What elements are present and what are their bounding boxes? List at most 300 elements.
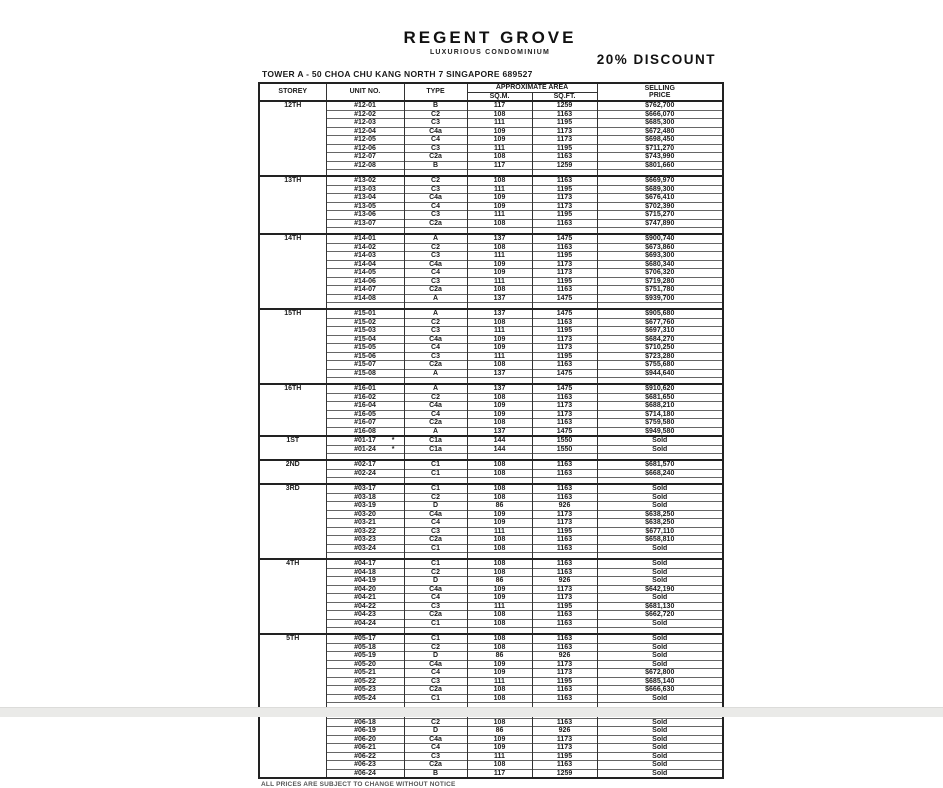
col-header-price: PRICE (649, 92, 671, 99)
sqm-cell: 109 (467, 194, 532, 203)
price-cell: $702,390 (597, 202, 723, 211)
sqm-cell: 108 (467, 634, 532, 643)
table-row (259, 384, 723, 393)
unit-cell: #05-20 (326, 660, 404, 669)
unit-cell: #15-01 (326, 309, 404, 318)
type-cell: C1 (404, 619, 467, 628)
type-cell: C4 (404, 669, 467, 678)
price-cell: Sold (597, 744, 723, 753)
unit-cell: #15-06 (326, 352, 404, 361)
sqm-cell: 108 (467, 318, 532, 327)
sqm-cell: 137 (467, 369, 532, 378)
price-cell: Sold (597, 694, 723, 703)
unit-cell: #03-17 (326, 484, 404, 493)
price-cell: $751,780 (597, 286, 723, 295)
unit-cell: #05-19 (326, 652, 404, 661)
table-row (259, 744, 723, 753)
tower-address: TOWER A - 50 CHOA CHU KANG NORTH 7 SINGAPORE 689527 (262, 69, 533, 79)
price-cell: Sold (597, 652, 723, 661)
sqm-cell: 111 (467, 211, 532, 220)
table-row (259, 344, 723, 353)
sqm-cell: 108 (467, 694, 532, 703)
unit-cell: #14-03 (326, 252, 404, 261)
unit-cell: #15-08 (326, 369, 404, 378)
sqft-cell: 1163 (532, 286, 597, 295)
sqft-cell: 1475 (532, 234, 597, 243)
price-cell: Sold (597, 445, 723, 454)
unit-cell: #04-21 (326, 594, 404, 603)
type-cell: C4 (404, 410, 467, 419)
sqm-cell: 108 (467, 469, 532, 478)
type-cell: A (404, 309, 467, 318)
sqm-cell: 117 (467, 769, 532, 778)
type-cell: B (404, 161, 467, 170)
sqft-cell: 1173 (532, 669, 597, 678)
table-row (259, 309, 723, 318)
table-row (259, 410, 723, 419)
sqm-cell: 108 (467, 153, 532, 162)
price-cell: $743,990 (597, 153, 723, 162)
sqm-cell: 137 (467, 309, 532, 318)
unit-cell (326, 436, 404, 445)
type-cell: C2 (404, 568, 467, 577)
sqm-cell: 137 (467, 234, 532, 243)
price-cell: Sold (597, 727, 723, 736)
unit-cell: #06-18 (326, 718, 404, 727)
sqft-cell: 1475 (532, 309, 597, 318)
table-row (259, 559, 723, 568)
sqft-cell: 1173 (532, 402, 597, 411)
asterisk-mark: * (391, 437, 395, 444)
price-cell: $762,700 (597, 101, 723, 110)
sqft-cell: 1173 (532, 202, 597, 211)
unit-cell: #13-04 (326, 194, 404, 203)
unit-cell: #03-23 (326, 536, 404, 545)
type-cell: B (404, 101, 467, 110)
type-cell: C1 (404, 460, 467, 469)
unit-cell: #02-17 (326, 460, 404, 469)
sqm-cell: 117 (467, 161, 532, 170)
price-cell: $677,760 (597, 318, 723, 327)
price-cell: $944,640 (597, 369, 723, 378)
type-cell: C2a (404, 686, 467, 695)
sqm-cell: 144 (467, 445, 532, 454)
sqm-cell: 108 (467, 176, 532, 185)
unit-cell: #05-18 (326, 643, 404, 652)
price-cell: $689,300 (597, 185, 723, 194)
sqm-cell: 109 (467, 519, 532, 528)
type-cell: C3 (404, 752, 467, 761)
unit-cell: #06-24 (326, 769, 404, 778)
sqft-cell: 1173 (532, 344, 597, 353)
price-cell: $714,180 (597, 410, 723, 419)
sqm-cell: 108 (467, 110, 532, 119)
type-cell: C4 (404, 136, 467, 145)
table-row (259, 493, 723, 502)
type-cell: D (404, 727, 467, 736)
type-cell: C4 (404, 594, 467, 603)
table-row (259, 752, 723, 761)
type-cell: A (404, 384, 467, 393)
unit-cell: #05-22 (326, 677, 404, 686)
price-cell: $638,250 (597, 519, 723, 528)
sqm-cell: 111 (467, 185, 532, 194)
price-cell: Sold (597, 634, 723, 643)
sqm-cell: 144 (467, 436, 532, 445)
sqm-cell: 86 (467, 577, 532, 586)
unit-cell (326, 445, 404, 454)
sqm-cell: 109 (467, 660, 532, 669)
sqft-cell: 1163 (532, 568, 597, 577)
sqft-cell: 1163 (532, 153, 597, 162)
table-row (259, 327, 723, 336)
sqm-cell: 111 (467, 752, 532, 761)
storey-cell (259, 709, 326, 778)
sqm-cell: 109 (467, 269, 532, 278)
sqm-cell: 109 (467, 585, 532, 594)
sqm-cell: 108 (467, 718, 532, 727)
scan-edge-strip (0, 707, 943, 717)
price-cell: $669,970 (597, 176, 723, 185)
table-row (259, 161, 723, 170)
table-row (259, 619, 723, 628)
table-row (259, 484, 723, 493)
table-row (259, 611, 723, 620)
sqm-cell: 111 (467, 677, 532, 686)
type-cell: C3 (404, 185, 467, 194)
sqm-cell: 117 (467, 101, 532, 110)
type-cell: C1 (404, 484, 467, 493)
type-cell: C4a (404, 127, 467, 136)
sqft-cell: 926 (532, 577, 597, 586)
price-cell: $900,740 (597, 234, 723, 243)
type-cell: C2a (404, 361, 467, 370)
storey-cell: 2ND (259, 460, 326, 484)
table-row (259, 119, 723, 128)
table-row (259, 234, 723, 243)
type-cell: C3 (404, 144, 467, 153)
sqft-cell: 1195 (532, 527, 597, 536)
table-row (259, 652, 723, 661)
storey-cell: 13TH (259, 176, 326, 234)
price-cell: $697,310 (597, 327, 723, 336)
unit-cell: #13-05 (326, 202, 404, 211)
table-row (259, 536, 723, 545)
price-cell: $666,630 (597, 686, 723, 695)
price-cell: Sold (597, 544, 723, 553)
sqft-cell: 1163 (532, 176, 597, 185)
sqft-cell: 1173 (532, 735, 597, 744)
type-cell: D (404, 577, 467, 586)
sqft-cell: 1163 (532, 718, 597, 727)
col-header-sqm: SQ.M. (467, 92, 532, 101)
sqft-cell: 1163 (532, 761, 597, 770)
sqft-cell: 1195 (532, 211, 597, 220)
table-row (259, 277, 723, 286)
type-cell: D (404, 502, 467, 511)
type-cell: C4 (404, 269, 467, 278)
sqft-cell: 926 (532, 652, 597, 661)
unit-cell: #04-18 (326, 568, 404, 577)
storey-cell: 4TH (259, 559, 326, 634)
type-cell: C1a (404, 445, 467, 454)
table-row (259, 243, 723, 252)
type-cell: C2 (404, 110, 467, 119)
sqft-cell: 1163 (532, 611, 597, 620)
unit-cell: #14-01 (326, 234, 404, 243)
sqft-cell: 1173 (532, 136, 597, 145)
type-cell: C2 (404, 643, 467, 652)
type-cell: C3 (404, 211, 467, 220)
sqm-cell: 109 (467, 744, 532, 753)
sqm-cell: 109 (467, 202, 532, 211)
price-cell: $642,190 (597, 585, 723, 594)
type-cell: C2 (404, 718, 467, 727)
table-row (259, 502, 723, 511)
col-header-unit: UNIT NO. (326, 83, 404, 101)
sqm-cell: 109 (467, 594, 532, 603)
price-cell: $905,680 (597, 309, 723, 318)
sqft-cell: 1475 (532, 384, 597, 393)
sqft-cell: 1163 (532, 419, 597, 428)
sqm-cell: 111 (467, 119, 532, 128)
sqft-cell: 1173 (532, 335, 597, 344)
unit-cell: #12-01 (326, 101, 404, 110)
price-cell: $747,890 (597, 219, 723, 228)
type-cell: C2 (404, 176, 467, 185)
price-cell: Sold (597, 761, 723, 770)
col-header-area: APPROXIMATE AREA (467, 83, 597, 92)
price-cell: Sold (597, 594, 723, 603)
table-row (259, 585, 723, 594)
price-cell: $710,250 (597, 344, 723, 353)
table-row (259, 127, 723, 136)
sqm-cell: 111 (467, 352, 532, 361)
price-cell: $801,660 (597, 161, 723, 170)
price-cell: $681,570 (597, 460, 723, 469)
type-cell: C4a (404, 335, 467, 344)
sqft-cell: 1173 (532, 410, 597, 419)
storey-cell: 14TH (259, 234, 326, 309)
sqm-cell: 111 (467, 527, 532, 536)
sqft-cell: 1195 (532, 252, 597, 261)
price-cell: $673,860 (597, 243, 723, 252)
table-row (259, 669, 723, 678)
price-cell: Sold (597, 484, 723, 493)
sqm-cell: 108 (467, 460, 532, 469)
sqft-cell: 1163 (532, 484, 597, 493)
table-row (259, 352, 723, 361)
unit-cell: #12-07 (326, 153, 404, 162)
table-row (259, 677, 723, 686)
unit-cell: #12-02 (326, 110, 404, 119)
type-cell: C2 (404, 493, 467, 502)
sqm-cell: 109 (467, 136, 532, 145)
price-cell: $638,250 (597, 510, 723, 519)
sqm-cell: 109 (467, 260, 532, 269)
sqft-cell: 1173 (532, 585, 597, 594)
sqm-cell: 108 (467, 643, 532, 652)
table-row (259, 361, 723, 370)
sqm-cell: 108 (467, 544, 532, 553)
unit-cell: #05-21 (326, 669, 404, 678)
price-cell: $755,680 (597, 361, 723, 370)
type-cell: B (404, 769, 467, 778)
type-cell: C4a (404, 402, 467, 411)
price-table-header (259, 83, 723, 101)
table-row (259, 144, 723, 153)
unit-cell: #04-22 (326, 602, 404, 611)
sqm-cell: 109 (467, 402, 532, 411)
table-row (259, 419, 723, 428)
price-cell: Sold (597, 559, 723, 568)
type-cell: C4a (404, 585, 467, 594)
sqft-cell: 1173 (532, 519, 597, 528)
unit-cell: #14-07 (326, 286, 404, 295)
unit-cell: #12-05 (326, 136, 404, 145)
sqm-cell: 137 (467, 427, 532, 436)
sqft-cell: 1163 (532, 219, 597, 228)
sqm-cell: 108 (467, 536, 532, 545)
table-row (259, 735, 723, 744)
sqft-cell: 1163 (532, 643, 597, 652)
table-row (259, 602, 723, 611)
sqm-cell: 108 (467, 419, 532, 428)
sqft-cell: 1475 (532, 427, 597, 436)
type-cell: C4a (404, 510, 467, 519)
type-cell: C2a (404, 286, 467, 295)
unit-cell: #15-04 (326, 335, 404, 344)
unit-cell: #04-23 (326, 611, 404, 620)
sqm-cell: 111 (467, 144, 532, 153)
price-cell: $672,480 (597, 127, 723, 136)
col-header-type: TYPE (404, 83, 467, 101)
unit-cell: #15-05 (326, 344, 404, 353)
type-cell: C4a (404, 660, 467, 669)
price-cell: $680,340 (597, 260, 723, 269)
type-cell: C1 (404, 694, 467, 703)
col-header-selling: SELLING (644, 84, 675, 92)
type-cell: C3 (404, 277, 467, 286)
type-cell: C4a (404, 260, 467, 269)
unit-cell: #14-04 (326, 260, 404, 269)
unit-cell: #14-06 (326, 277, 404, 286)
asterisk-mark: * (391, 445, 395, 453)
price-cell: $693,300 (597, 252, 723, 261)
sqft-cell: 1195 (532, 352, 597, 361)
unit-cell: #05-17 (326, 634, 404, 643)
type-cell: C3 (404, 327, 467, 336)
price-cell: $685,140 (597, 677, 723, 686)
discount-label: 20% DISCOUNT (596, 52, 716, 67)
type-cell: C4a (404, 194, 467, 203)
unit-cell: #06-21 (326, 744, 404, 753)
table-row (259, 718, 723, 727)
type-cell: C3 (404, 677, 467, 686)
table-row (259, 634, 723, 643)
unit-cell: #14-02 (326, 243, 404, 252)
sqm-cell: 86 (467, 652, 532, 661)
type-cell: C4a (404, 735, 467, 744)
table-row (259, 211, 723, 220)
table-row (259, 252, 723, 261)
sqm-cell: 86 (467, 502, 532, 511)
table-row (259, 568, 723, 577)
price-cell: $658,810 (597, 536, 723, 545)
type-cell: C2a (404, 611, 467, 620)
type-cell: C4 (404, 202, 467, 211)
sqft-cell: 1163 (532, 243, 597, 252)
unit-cell: #13-02 (326, 176, 404, 185)
price-table (258, 82, 724, 779)
price-table-body (259, 101, 723, 778)
sqm-cell: 109 (467, 410, 532, 419)
unit-cell: #12-03 (326, 119, 404, 128)
unit-cell: #15-07 (326, 361, 404, 370)
unit-cell: #03-22 (326, 527, 404, 536)
unit-cell: #12-08 (326, 161, 404, 170)
storey-cell: 1ST (259, 436, 326, 460)
price-cell: $672,800 (597, 669, 723, 678)
unit-cell: #03-19 (326, 502, 404, 511)
sqft-cell: 1173 (532, 510, 597, 519)
sqft-cell: 1259 (532, 769, 597, 778)
table-row (259, 369, 723, 378)
table-row (259, 643, 723, 652)
sqft-cell: 1163 (532, 318, 597, 327)
unit-cell: #13-03 (326, 185, 404, 194)
sqft-cell: 1173 (532, 744, 597, 753)
unit-cell: #16-04 (326, 402, 404, 411)
price-disclaimer: ALL PRICES ARE SUBJECT TO CHANGE WITHOUT NOTICE (261, 781, 456, 788)
col-header-sqft: SQ.FT. (532, 92, 597, 101)
storey-cell: 15TH (259, 309, 326, 384)
table-row (259, 194, 723, 203)
price-cell: Sold (597, 769, 723, 778)
price-cell: Sold (597, 502, 723, 511)
unit-cell: #15-03 (326, 327, 404, 336)
price-cell: $666,070 (597, 110, 723, 119)
table-row (259, 402, 723, 411)
col-header-selling-price (597, 83, 723, 101)
table-row (259, 761, 723, 770)
storey-cell: 12TH (259, 101, 326, 176)
unit-cell: #14-05 (326, 269, 404, 278)
sqft-cell: 1195 (532, 119, 597, 128)
sqm-cell: 111 (467, 277, 532, 286)
table-row (259, 544, 723, 553)
sqft-cell: 926 (532, 502, 597, 511)
col-header-storey: STOREY (259, 83, 326, 101)
price-cell: Sold (597, 752, 723, 761)
table-row (259, 469, 723, 478)
sqft-cell: 1475 (532, 369, 597, 378)
sqft-cell: 1550 (532, 436, 597, 445)
price-cell: Sold (597, 577, 723, 586)
table-row (259, 260, 723, 269)
sqm-cell: 108 (467, 286, 532, 295)
sqm-cell: 109 (467, 735, 532, 744)
unit-cell: #04-20 (326, 585, 404, 594)
sqft-cell: 1173 (532, 194, 597, 203)
price-cell: $685,300 (597, 119, 723, 128)
sqm-cell: 109 (467, 669, 532, 678)
price-cell: $681,130 (597, 602, 723, 611)
table-row (259, 393, 723, 402)
sqft-cell: 1163 (532, 536, 597, 545)
price-cell: $711,270 (597, 144, 723, 153)
sqft-cell: 1259 (532, 161, 597, 170)
